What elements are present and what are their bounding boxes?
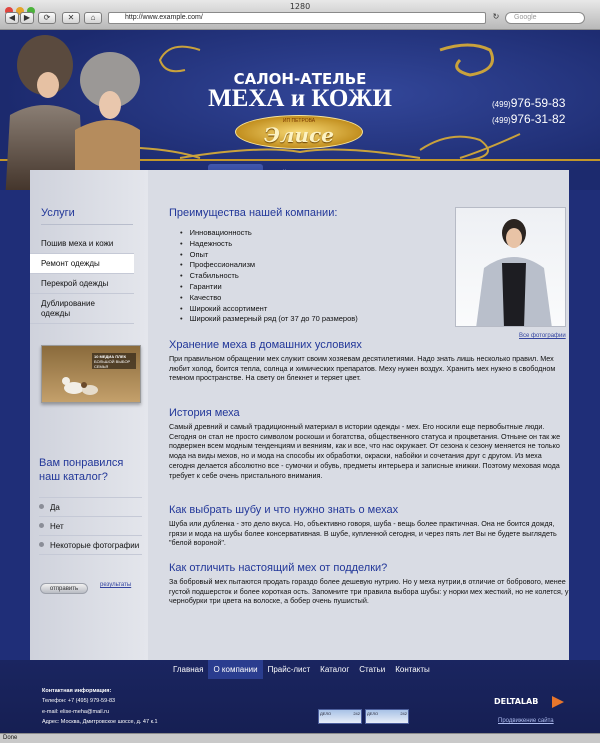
counter-widget[interactable]: ДЕЛО 242 xyxy=(365,709,409,724)
footer-nav-contacts[interactable]: Контакты xyxy=(395,665,430,674)
list-item: • Широкий размерный ряд (от 37 до 70 размеров) xyxy=(180,314,569,325)
list-item: • Стабильность xyxy=(180,271,569,282)
sidebar xyxy=(30,170,148,660)
advantages-title: Преимущества нашей компании: xyxy=(169,207,338,219)
address-bar[interactable]: http://www.example.com/ xyxy=(108,12,486,24)
footer-nav-about[interactable]: О компании xyxy=(208,660,262,679)
footer-nav-price[interactable]: Прайс-лист xyxy=(267,665,311,674)
browser-chrome xyxy=(0,0,600,30)
results-link[interactable]: результаты xyxy=(100,582,132,588)
footer xyxy=(0,660,600,733)
history-title: История меха xyxy=(169,407,240,419)
list-item: • Надежность xyxy=(180,239,569,250)
footer-nav-articles[interactable]: Статьи xyxy=(359,665,386,674)
poll-option-some[interactable]: Некоторые фотографии xyxy=(39,536,142,555)
back-button[interactable]: ◀ xyxy=(5,12,19,24)
radio-icon[interactable] xyxy=(39,542,44,547)
contact-email: e-mail: elise-meha@mail.ru xyxy=(42,708,110,715)
status-bar: Done xyxy=(0,733,600,743)
choose-section xyxy=(169,504,569,548)
refresh-button[interactable]: ⟳ xyxy=(38,12,56,24)
elise-logo[interactable] xyxy=(235,115,363,149)
radio-icon[interactable] xyxy=(39,523,44,528)
radio-icon[interactable] xyxy=(39,504,44,509)
poll-option-no[interactable]: Нет xyxy=(39,517,142,536)
phone-2: (499)976-31-82 xyxy=(492,112,566,126)
fur-models-photo xyxy=(0,30,140,190)
contact-address: Адрес: Москва, Дмитровское шоссе, д. 47 к.1 xyxy=(42,718,158,725)
menu-item-doubling[interactable]: Дублирование одежды xyxy=(30,294,134,324)
fake-title: Как отличить настоящий мех от подделки? xyxy=(169,562,388,574)
site-header xyxy=(0,30,600,190)
list-item: • Опыт xyxy=(180,250,569,261)
banner-caption: 10 МЕДИА ПЛЕК БОЛЬШОЙ ВЫБОР СЕМЬЯ xyxy=(92,353,136,369)
footer-nav-home[interactable]: Главная xyxy=(173,665,204,674)
vote-button[interactable]: отправить xyxy=(40,583,88,594)
deltalab-icon xyxy=(552,696,564,708)
choose-title: Как выбрать шубу и что нужно знать о мехах xyxy=(169,504,399,516)
list-item: • Гарантии xyxy=(180,282,569,293)
choose-text: Шуба или дубленка - это дело вкуса. Но, объективно говоря, шуба - вещь более практичная. Она не боится дождя, грязи и мода на шубы более консервативная. В шубе, купленной сегодня, и через пять лет Вы не будете выглядеть "белой вороной". xyxy=(169,519,557,548)
menu-item-sewing[interactable]: Пошив меха и кожи xyxy=(30,234,134,254)
advantages-list xyxy=(180,228,569,325)
salon-label: САЛОН-АТЕЛЬЕ xyxy=(233,70,367,88)
phones xyxy=(492,96,565,128)
poll-divider xyxy=(39,484,142,498)
storage-title: Хранение меха в домашних условиях xyxy=(169,339,362,351)
advantages-section xyxy=(169,207,569,325)
content-area xyxy=(30,170,569,660)
list-item: • Инновационность xyxy=(180,228,569,239)
phone-1: (499)976-59-83 xyxy=(492,96,566,110)
contact-info xyxy=(42,686,158,727)
stop-button[interactable]: ✕ xyxy=(62,12,80,24)
fake-section xyxy=(169,562,569,606)
dogs-icon xyxy=(42,346,142,404)
footer-nav-catalog[interactable]: Каталог xyxy=(320,665,350,674)
contact-title: Контактная информация: xyxy=(42,688,112,694)
counter-widget[interactable]: ДЕЛО 242 xyxy=(318,709,362,724)
banner-image[interactable] xyxy=(41,345,141,403)
reload-icon[interactable]: ↻ xyxy=(492,12,500,21)
storage-text: При правильном обращении мех служит своим хозяевам десятилетиями. Надо знать лишь несколько правил. Мех любит холод, боится тепла, солнца и химических препаратов. Меху нужен воздух. Хранить мех нужно в свободном темном пространстве. На свету он блекнет и теряет цвет. xyxy=(169,354,556,383)
contact-phone: Телефон: +7 (495) 979-59-83 xyxy=(42,698,116,705)
history-section xyxy=(169,407,569,480)
site-title: МЕХА и КОЖИ xyxy=(208,85,392,112)
menu-item-repair[interactable]: Ремонт одежды xyxy=(30,254,134,274)
all-photos-link[interactable]: Все фотографии xyxy=(519,333,566,339)
fake-text: За бобровый мех пытаются продать гораздо более дешевую нутрию. Но у меха нутрии,в отличие от бобрового, менее густой подшерсток и более короткая ость. Запомните три правила выбора шубы: у норки мех жесткий, но не колется, у чернобурки три цвета на волоске, а бобер очень пушистый. xyxy=(169,577,569,606)
list-item: • Качество xyxy=(180,293,569,304)
poll-title: Вам понравился наш каталог? xyxy=(39,457,124,483)
services-menu xyxy=(30,234,148,324)
deltalab-logo[interactable]: DELTALAB xyxy=(494,697,539,706)
home-button[interactable]: ⌂ xyxy=(84,12,102,24)
web-page xyxy=(0,30,600,733)
logo-ip: ИП ПЕТРОВА xyxy=(282,118,316,124)
window-title: 1280 xyxy=(289,2,311,11)
logo-name: Элисе xyxy=(264,123,334,147)
poll-option-yes[interactable]: Да xyxy=(39,498,142,517)
footer-nav xyxy=(168,660,435,679)
search-input[interactable]: Google xyxy=(505,12,585,24)
list-item: • Широкий ассортимент xyxy=(180,304,569,315)
storage-section xyxy=(169,339,569,383)
poll xyxy=(30,456,143,555)
forward-button[interactable]: ▶ xyxy=(20,12,34,24)
promotion-link[interactable]: Продвижение сайта xyxy=(498,718,554,724)
history-text: Самый древний и самый традиционный материал в истории одежды - мех. Его носили еще первобытные люди. Сегодня он стал не просто символом роскоши и богатства, общественного статуса и процветания. Отныне он так же подвержен всем модным тенденциям и веяниям, как и все, что нас окружает. От сезона к сезону меняется не только мода на виды мехов, но и мода на способы их обработки, окраски, набойки и сочетания друг с другом. Из меха сегодня делается абсолютно все - сумочки и обувь, предметы интерьера и записные книжки. Поэтому меховая мода требует к себе очень пристального внимания. xyxy=(169,422,561,480)
menu-item-recut[interactable]: Перекрой одежды xyxy=(30,274,134,294)
services-title: Услуги xyxy=(41,207,133,225)
list-item: • Профессионализм xyxy=(180,260,569,271)
